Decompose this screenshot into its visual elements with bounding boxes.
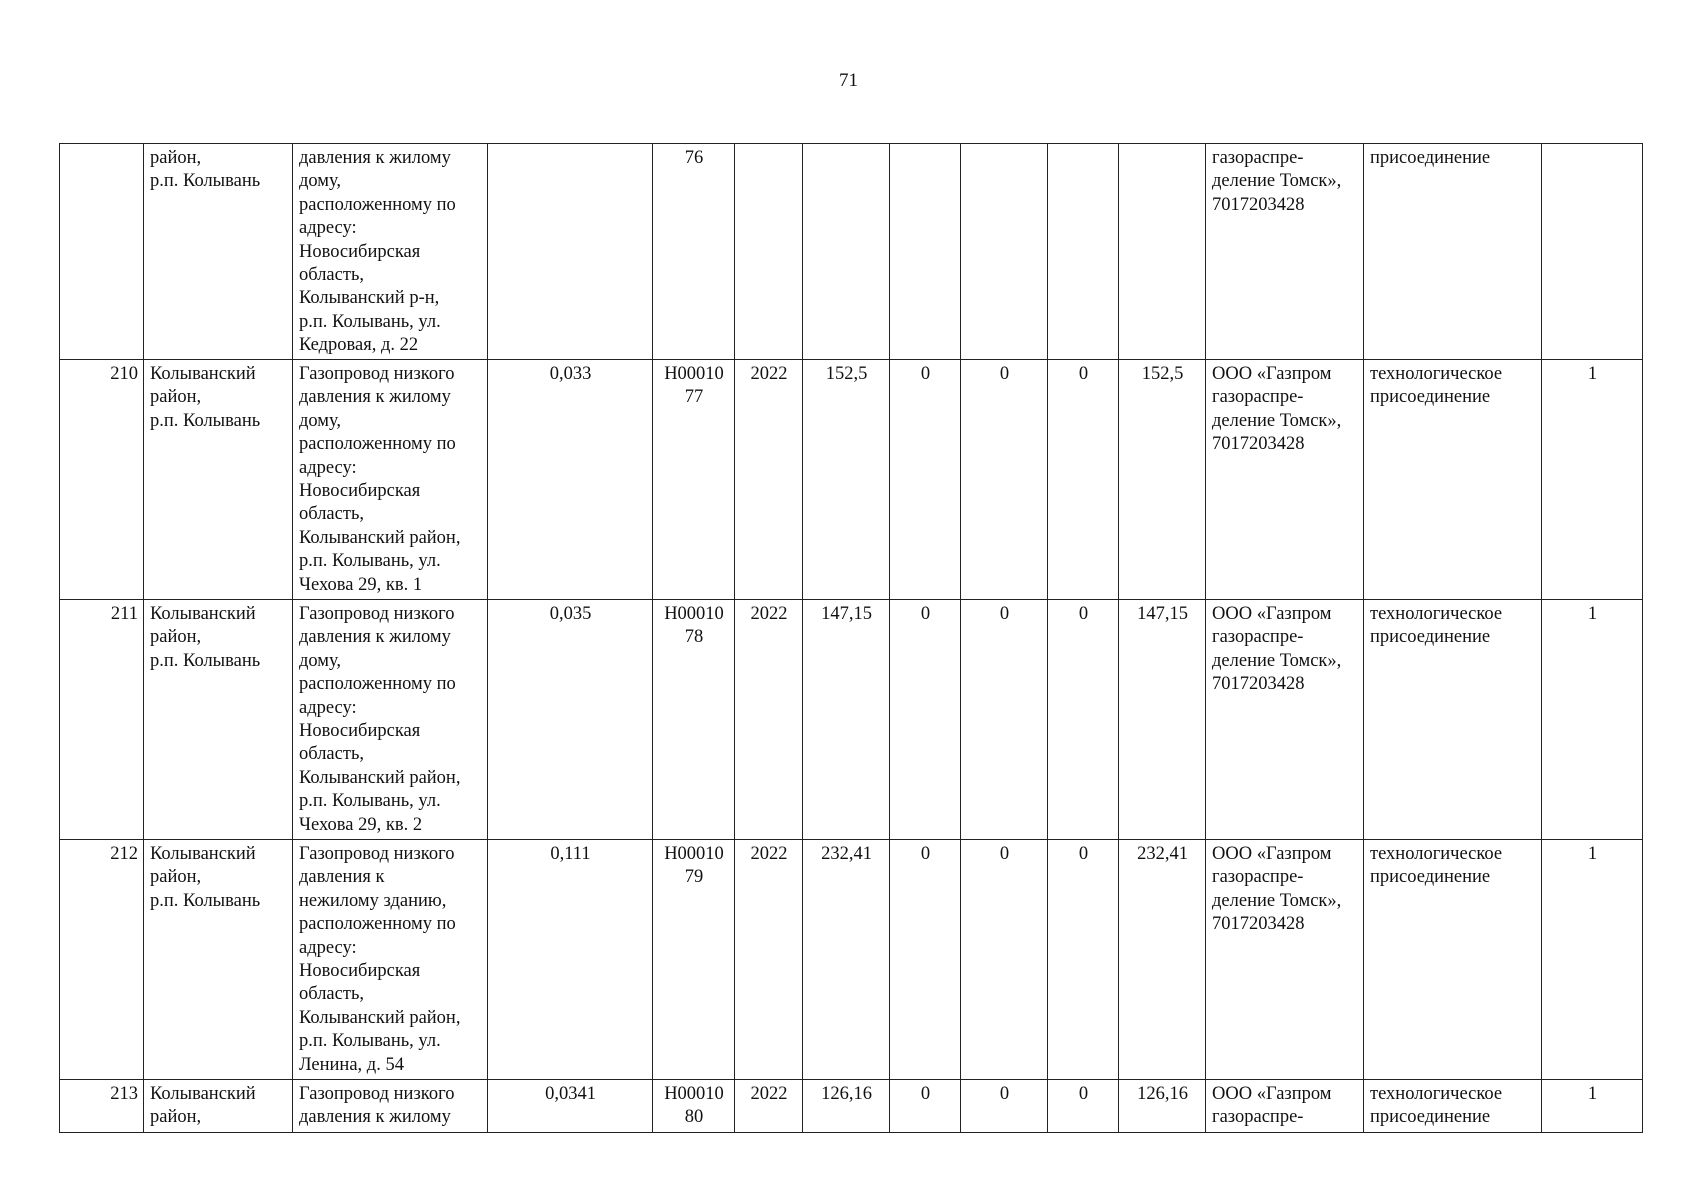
district-cell: район, р.п. Колывань: [144, 144, 293, 360]
value-2-cell: 0: [890, 360, 961, 600]
basis-cell: технологическое присоединение: [1364, 600, 1542, 840]
value-1-cell: 126,16: [803, 1080, 890, 1133]
length-cell: [488, 144, 653, 360]
row-number-cell: 212: [60, 840, 144, 1080]
year-cell: 2022: [735, 1080, 803, 1133]
value-3-cell: 0: [961, 1080, 1048, 1133]
district-cell: Колыванский район,: [144, 1080, 293, 1133]
page-number: 71: [839, 70, 858, 91]
row-number-cell: 210: [60, 360, 144, 600]
quantity-cell: 1: [1542, 360, 1643, 600]
value-1-cell: 152,5: [803, 360, 890, 600]
organization-cell: ООО «Газпром газораспре- деление Томск», 7017203428: [1206, 840, 1364, 1080]
value-1-cell: 147,15: [803, 600, 890, 840]
value-4-cell: 0: [1048, 360, 1119, 600]
inventory-code-cell: 76: [653, 144, 735, 360]
basis-cell: технологическое присоединение: [1364, 1080, 1542, 1133]
value-1-cell: [803, 144, 890, 360]
value-2-cell: [890, 144, 961, 360]
basis-cell: технологическое присоединение: [1364, 840, 1542, 1080]
table-row: [60, 600, 1643, 840]
quantity-cell: 1: [1542, 1080, 1643, 1133]
organization-cell: ООО «Газпром газораспре- деление Томск», 7017203428: [1206, 600, 1364, 840]
organization-cell: ООО «Газпром газораспре- деление Томск», 7017203428: [1206, 360, 1364, 600]
organization-cell: ООО «Газпром газораспре-: [1206, 1080, 1364, 1133]
row-number-cell: 213: [60, 1080, 144, 1133]
value-4-cell: 0: [1048, 600, 1119, 840]
row-number-cell: 211: [60, 600, 144, 840]
value-2-cell: 0: [890, 1080, 961, 1133]
quantity-cell: 1: [1542, 840, 1643, 1080]
value-3-cell: 0: [961, 360, 1048, 600]
basis-cell: присоединение: [1364, 144, 1542, 360]
length-cell: 0,035: [488, 600, 653, 840]
year-cell: [735, 144, 803, 360]
object-description-cell: Газопровод низкого давления к жилому дому, расположенному по адресу: Новосибирская область, Колыванский район, р.п. Колывань, ул. Чехова 29, кв. 2: [293, 600, 488, 840]
table-row: [60, 360, 1643, 600]
quantity-cell: 1: [1542, 600, 1643, 840]
value-5-cell: 232,41: [1119, 840, 1206, 1080]
row-number-cell: [60, 144, 144, 360]
district-cell: Колыванский район, р.п. Колывань: [144, 840, 293, 1080]
value-2-cell: 0: [890, 600, 961, 840]
length-cell: 0,0341: [488, 1080, 653, 1133]
inventory-code-cell: Н00010 77: [653, 360, 735, 600]
table-row: [60, 144, 1643, 360]
value-3-cell: [961, 144, 1048, 360]
object-description-cell: Газопровод низкого давления к нежилому зданию, расположенному по адресу: Новосибирская область, Колыванский район, р.п. Колывань, ул. Ленина, д. 54: [293, 840, 488, 1080]
year-cell: 2022: [735, 360, 803, 600]
table-row: [60, 840, 1643, 1080]
value-5-cell: [1119, 144, 1206, 360]
value-1-cell: 232,41: [803, 840, 890, 1080]
object-description-cell: давления к жилому дому, расположенному по адресу: Новосибирская область, Колыванский р-н, р.п. Колывань, ул. Кедровая, д. 22: [293, 144, 488, 360]
object-description-cell: Газопровод низкого давления к жилому дому, расположенному по адресу: Новосибирская область, Колыванский район, р.п. Колывань, ул. Чехова 29, кв. 1: [293, 360, 488, 600]
inventory-code-cell: Н00010 78: [653, 600, 735, 840]
value-3-cell: 0: [961, 600, 1048, 840]
district-cell: Колыванский район, р.п. Колывань: [144, 600, 293, 840]
object-description-cell: Газопровод низкого давления к жилому: [293, 1080, 488, 1133]
year-cell: 2022: [735, 840, 803, 1080]
value-5-cell: 126,16: [1119, 1080, 1206, 1133]
value-4-cell: 0: [1048, 1080, 1119, 1133]
district-cell: Колыванский район, р.п. Колывань: [144, 360, 293, 600]
registry-table: [59, 143, 1643, 1133]
inventory-code-cell: Н00010 79: [653, 840, 735, 1080]
length-cell: 0,033: [488, 360, 653, 600]
inventory-code-cell: Н00010 80: [653, 1080, 735, 1133]
value-5-cell: 152,5: [1119, 360, 1206, 600]
table-row: [60, 1080, 1643, 1133]
value-4-cell: [1048, 144, 1119, 360]
quantity-cell: [1542, 144, 1643, 360]
value-2-cell: 0: [890, 840, 961, 1080]
length-cell: 0,111: [488, 840, 653, 1080]
organization-cell: газораспре- деление Томск», 7017203428: [1206, 144, 1364, 360]
value-3-cell: 0: [961, 840, 1048, 1080]
value-4-cell: 0: [1048, 840, 1119, 1080]
basis-cell: технологическое присоединение: [1364, 360, 1542, 600]
year-cell: 2022: [735, 600, 803, 840]
value-5-cell: 147,15: [1119, 600, 1206, 840]
